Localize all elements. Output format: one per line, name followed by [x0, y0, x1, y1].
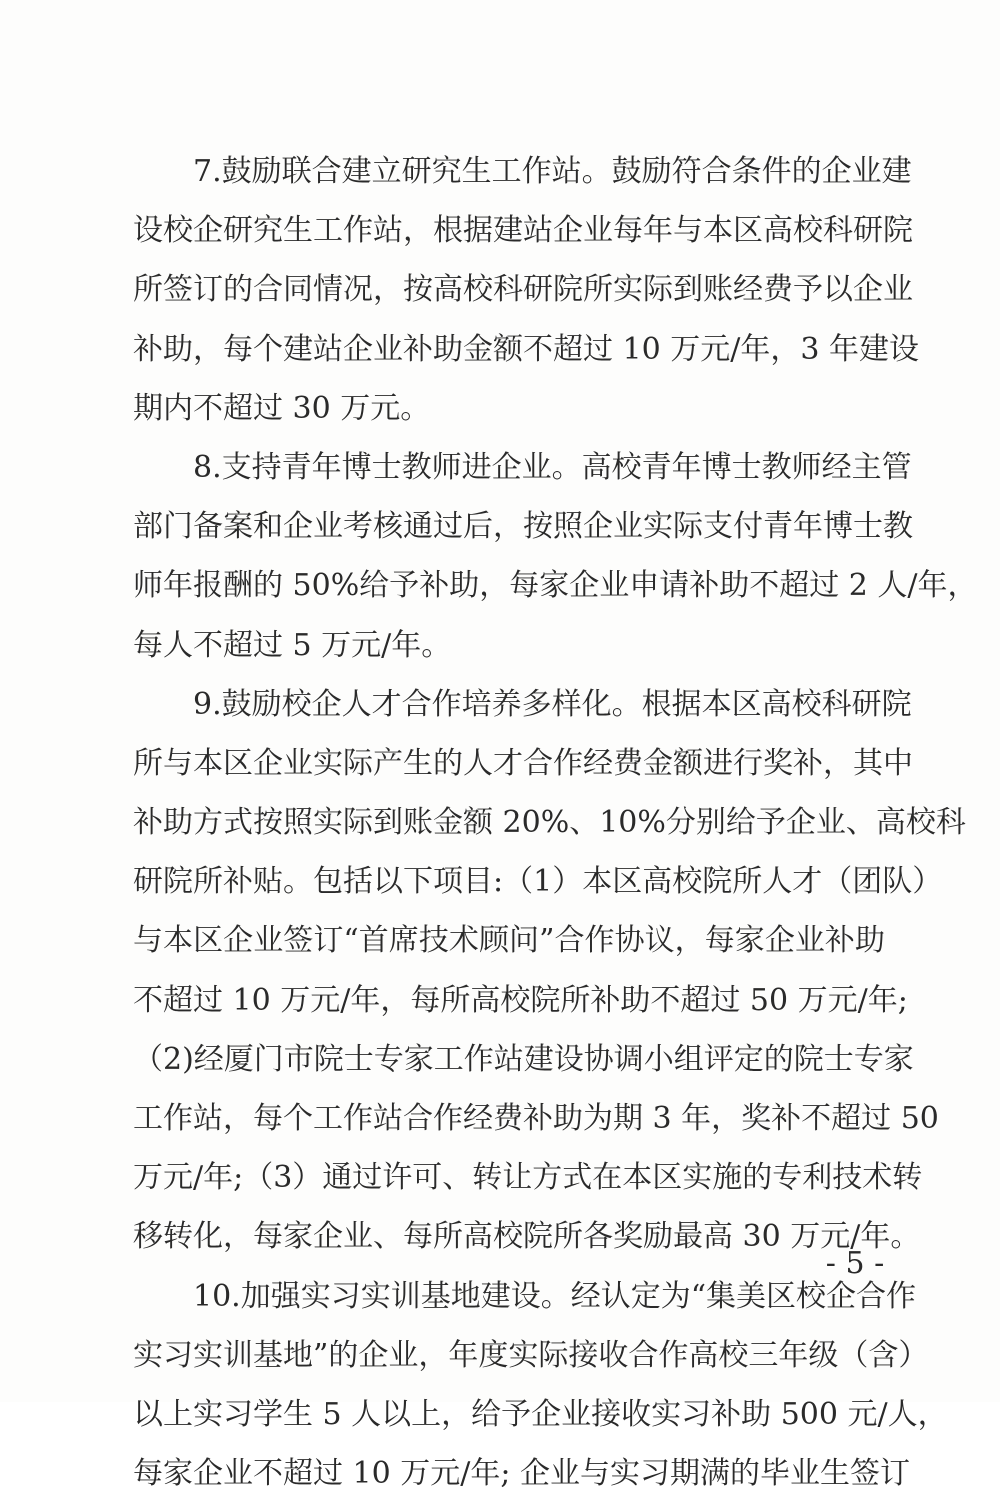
- text-line: 移转化，每家企业、每所高校院所各奖励最高 30 万元/年。: [133, 1219, 921, 1255]
- text-line: 部门备案和企业考核通过后，按照企业实际支付青年博士教: [133, 509, 913, 545]
- text-line: 不超过 10 万元/年，每所高校院所补助不超过 50 万元/年;: [133, 982, 908, 1018]
- text-line: 研院所补贴。包括以下项目:（1）本区高校院所人才（团队）: [133, 864, 943, 900]
- text-line: （2)经厦门市院士专家工作站建设协调小组评定的院士专家: [133, 1041, 914, 1077]
- text-line: 所签订的合同情况，按高校科研院所实际到账经费予以企业: [133, 272, 913, 308]
- text-line: 师年报酬的 50%给予补助，每家企业申请补助不超过 2 人/年，: [133, 568, 978, 604]
- text-line: 与本区企业签订“首席技术顾问”合作协议，每家企业补助: [133, 923, 885, 959]
- text-line: 实习实训基地”的企业，年度实际接收合作高校三年级（含）: [133, 1337, 929, 1373]
- text-line: 期内不超过 30 万元。: [133, 390, 431, 426]
- paragraph-item-9: [133, 683, 966, 1260]
- text-line: 补助，每个建站企业补助金额不超过 10 万元/年，3 年建设: [133, 331, 919, 367]
- text-line: 工作站，每个工作站合作经费补助为期 3 年，奖补不超过 50: [133, 1101, 939, 1136]
- text-line: 补助方式按照实际到账金额 20%、10%分别给予企业、高校科: [133, 805, 966, 841]
- paragraph-item-7: [133, 150, 919, 431]
- text-line: 设校企研究生工作站，根据建站企业每年与本区高校科研院: [133, 213, 913, 249]
- text-line: 所与本区企业实际产生的人才合作经费金额进行奖补，其中: [133, 745, 913, 781]
- paragraph-item-8: [133, 446, 978, 668]
- text-line: 7.鼓励联合建立研究生工作站。鼓励符合条件的企业建: [193, 154, 912, 189]
- page-number: - 5 -: [825, 1246, 885, 1281]
- text-line: 以上实习学生 5 人以上，给予企业接收实习补助 500 元/人，: [133, 1396, 948, 1432]
- text-line: 10.加强实习实训基地建设。经认定为“集美区校企合作: [193, 1278, 917, 1314]
- document-body: [133, 150, 978, 1511]
- text-line: 8.支持青年博士教师进企业。高校青年博士教师经主管: [193, 449, 912, 485]
- paragraph-item-10: [133, 1275, 948, 1497]
- text-line: 万元/年;（3）通过许可、转让方式在本区实施的专利技术转: [133, 1160, 923, 1196]
- text-line: 每人不超过 5 万元/年。: [133, 627, 452, 663]
- text-line: 每家企业不超过 10 万元/年; 企业与实习期满的毕业生签订: [133, 1456, 910, 1492]
- text-line: 9.鼓励校企人才合作培养多样化。根据本区高校科研院: [193, 686, 912, 722]
